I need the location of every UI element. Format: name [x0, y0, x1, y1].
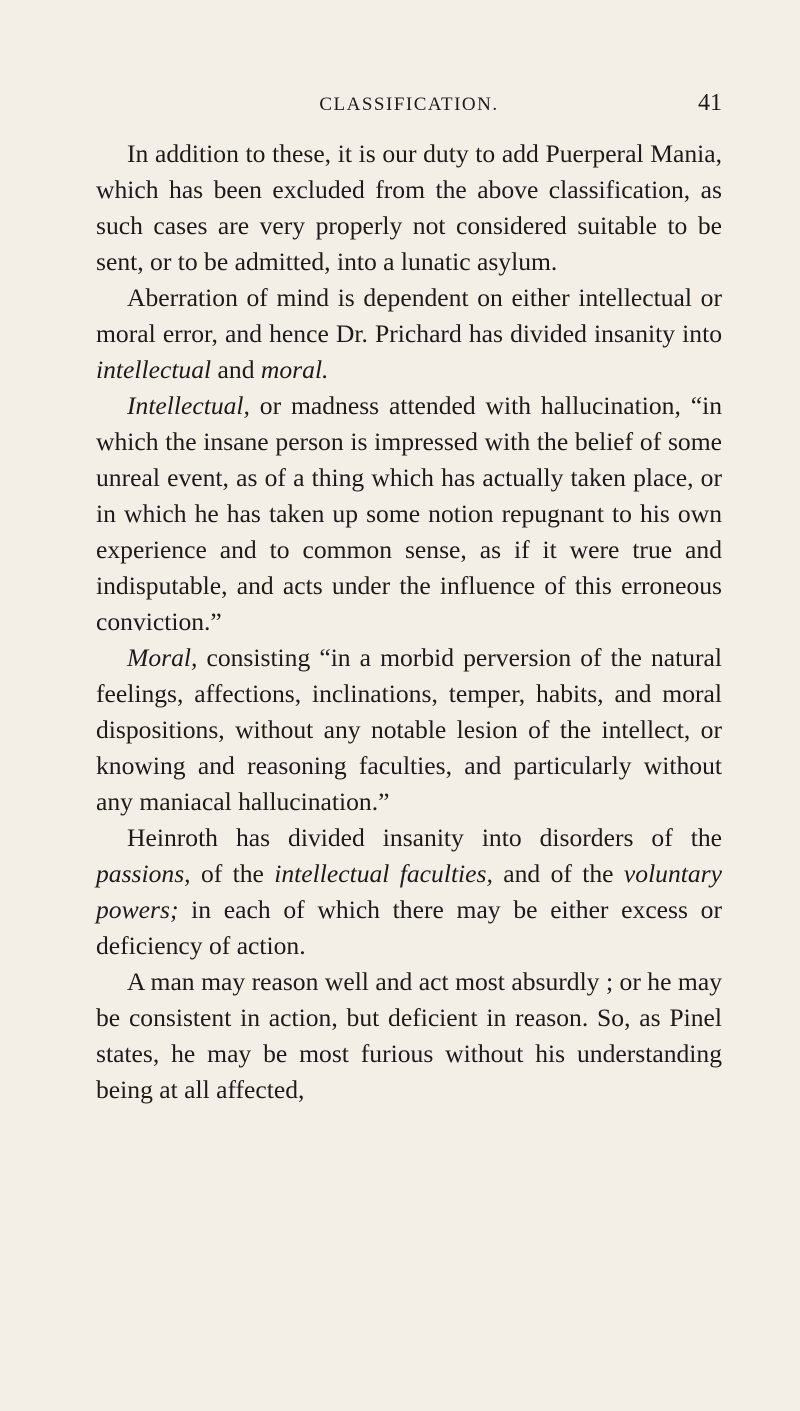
italic-term-passions: passions, [96, 859, 191, 888]
italic-term-intellectual: intellectual [96, 355, 212, 384]
paragraph-text: of the [190, 859, 275, 888]
paragraph-intellectual [96, 388, 722, 640]
italic-term-voluntary-powers: voluntary powers; [96, 859, 722, 924]
italic-term-intellectual-faculties: intellectual faculties, [274, 859, 493, 888]
paragraph-text: Aberration of mind is dependent on either intellectual or moral error, and hence Dr. Prichard has divided insanity into [96, 283, 722, 348]
italic-term-intellectual: Intellectual, [127, 391, 250, 420]
paragraph-aberration [96, 280, 722, 388]
paragraph-pinel [96, 964, 722, 1108]
italic-term-moral: moral. [260, 355, 329, 384]
paragraph-text: in each of which there may be either excess or deficiency of action. [96, 895, 722, 960]
italic-term-moral: Moral, [127, 643, 198, 672]
paragraph-text: Heinroth has divided insanity into disorders of the [127, 823, 722, 852]
paragraph-moral [96, 640, 722, 820]
paragraph-text: and [211, 355, 261, 384]
paragraph-text: and of the [492, 859, 624, 888]
paragraph-puerperal-mania [96, 136, 722, 280]
paragraph-text: consisting “in a morbid perversion of the natural feelings, affections, inclinations, temper, habits, and moral dispositions, without any notable lesion of the intellect, or knowing and reasoning faculties, and particularly without any maniacal hallucination.” [96, 643, 722, 816]
running-head: CLASSIFICATION. [319, 94, 499, 115]
page-header [96, 90, 722, 122]
page-number: 41 [698, 90, 722, 116]
paragraph-text: or madness attended with hallucination, “in which the insane person is impressed with the belief of some unreal event, as of a thing which has actually taken place, or in which he has taken up some notion repugnant to his own experience and to common sense, as if it were true and indisputable, and acts under the influence of this erroneous conviction.” [96, 391, 722, 636]
paragraph-text: A man may reason well and act most absurdly ; or he may be consistent in action, but deficient in reason. So, as Pinel states, he may be most furious without his understanding being at all affected, [96, 967, 722, 1104]
paragraph-heinroth [96, 820, 722, 964]
body-text [96, 136, 722, 1108]
paragraph-text: In addition to these, it is our duty to add Puerperal Mania, which has been excluded from the above classification, as such cases are very properly not considered suitable to be sent, or to be admitted, into a lunatic asylum. [96, 139, 722, 276]
